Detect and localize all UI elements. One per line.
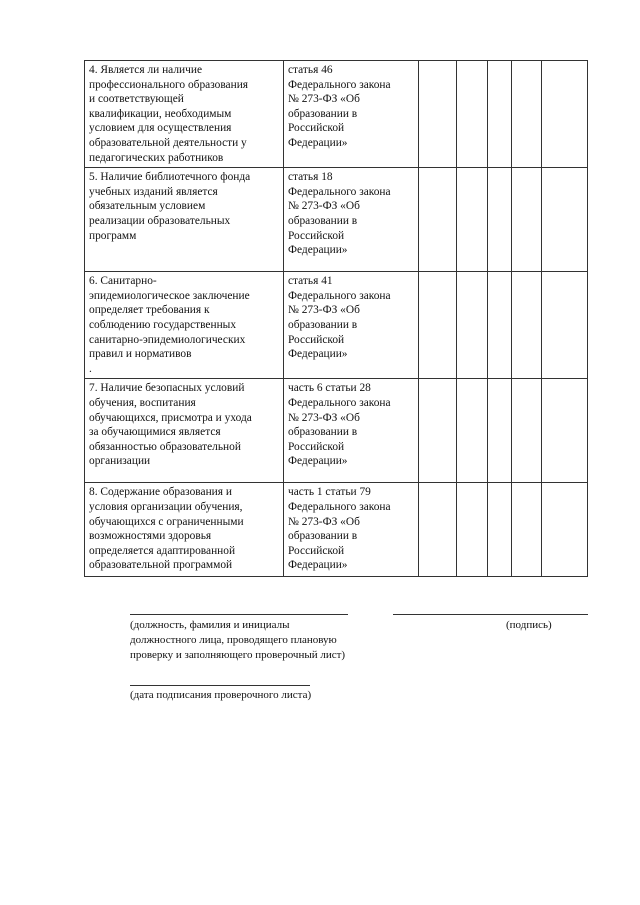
reference-cell (284, 61, 419, 168)
answer-cell-na[interactable] (488, 379, 512, 483)
answer-cell-no[interactable] (457, 379, 488, 483)
reference-text: статья 46 Федерального закона № 273-ФЗ «Об образовании в Российской Федерации» (288, 64, 391, 149)
reference-cell (284, 379, 419, 483)
notes-cell[interactable] (542, 272, 588, 379)
checklist-table (84, 60, 588, 577)
requirement-text: 6. Санитарно- эпидемиологическое заключение определяет требования к соблюдению государственных санитарно-эпидемиологических правил и нормативов . (89, 275, 250, 375)
reference-text: статья 41 Федерального закона № 273-ФЗ «Об образовании в Российской Федерации» (288, 275, 391, 361)
official-caption: (должность, фамилия и инициалы должностного лица, проводящего плановую проверку и заполняющего проверочный лист) (130, 619, 346, 661)
requirement-cell (85, 483, 284, 577)
requirement-text: 4. Является ли наличие профессионального образования и соответствующей квалификации, необходимым условием для осуществления образовательной деятельности у педагогических работников (89, 64, 249, 164)
table-row (85, 272, 588, 379)
answer-cell-extra[interactable] (512, 483, 542, 577)
table-row (85, 168, 588, 272)
answer-cell-na[interactable] (488, 168, 512, 272)
answer-cell-no[interactable] (457, 483, 488, 577)
requirement-cell (85, 168, 284, 272)
date-caption: (дата подписания проверочного листа) (130, 689, 312, 701)
reference-cell (284, 483, 419, 577)
answer-cell-extra[interactable] (512, 61, 542, 168)
table-row (85, 483, 588, 577)
signature-caption: (подпись) (506, 619, 552, 631)
answer-cell-no[interactable] (457, 168, 488, 272)
answer-cell-extra[interactable] (512, 168, 542, 272)
answer-cell-no[interactable] (457, 272, 488, 379)
reference-text: часть 6 статьи 28 Федерального закона № 273-ФЗ «Об образовании в Российской Федерации» (288, 382, 391, 468)
requirement-text: 5. Наличие библиотечного фонда учебных изданий является обязательным условием реализации образовательных программ (89, 171, 251, 242)
official-signature-line[interactable] (130, 614, 348, 615)
notes-cell[interactable] (542, 61, 588, 168)
requirement-cell (85, 61, 284, 168)
answer-cell-yes[interactable] (419, 483, 457, 577)
table-row (85, 61, 588, 168)
answer-cell-yes[interactable] (419, 61, 457, 168)
requirement-text: 8. Содержание образования и условия организации обучения, обучающихся с ограниченными возможностями здоровья определяется адаптированной образовательной программой (89, 486, 244, 572)
answer-cell-extra[interactable] (512, 379, 542, 483)
reference-text: часть 1 статьи 79 Федерального закона № 273-ФЗ «Об образовании в Российской Федерации» (288, 486, 391, 572)
answer-cell-na[interactable] (488, 483, 512, 577)
answer-cell-extra[interactable] (512, 272, 542, 379)
answer-cell-yes[interactable] (419, 379, 457, 483)
date-line[interactable] (130, 685, 310, 686)
reference-cell (284, 272, 419, 379)
notes-cell[interactable] (542, 379, 588, 483)
requirement-text: 7. Наличие безопасных условий обучения, воспитания обучающихся, присмотра и ухода за обучающимися является обязанностью образовательной организации (89, 382, 252, 468)
answer-cell-yes[interactable] (419, 272, 457, 379)
answer-cell-na[interactable] (488, 61, 512, 168)
table-row (85, 379, 588, 483)
reference-cell (284, 168, 419, 272)
requirement-cell (85, 379, 284, 483)
requirement-cell (85, 272, 284, 379)
notes-cell[interactable] (542, 483, 588, 577)
answer-cell-na[interactable] (488, 272, 512, 379)
answer-cell-yes[interactable] (419, 168, 457, 272)
answer-cell-no[interactable] (457, 61, 488, 168)
signature-line[interactable] (393, 614, 588, 615)
reference-text: статья 18 Федерального закона № 273-ФЗ «Об образовании в Российской Федерации» (288, 171, 391, 257)
notes-cell[interactable] (542, 168, 588, 272)
